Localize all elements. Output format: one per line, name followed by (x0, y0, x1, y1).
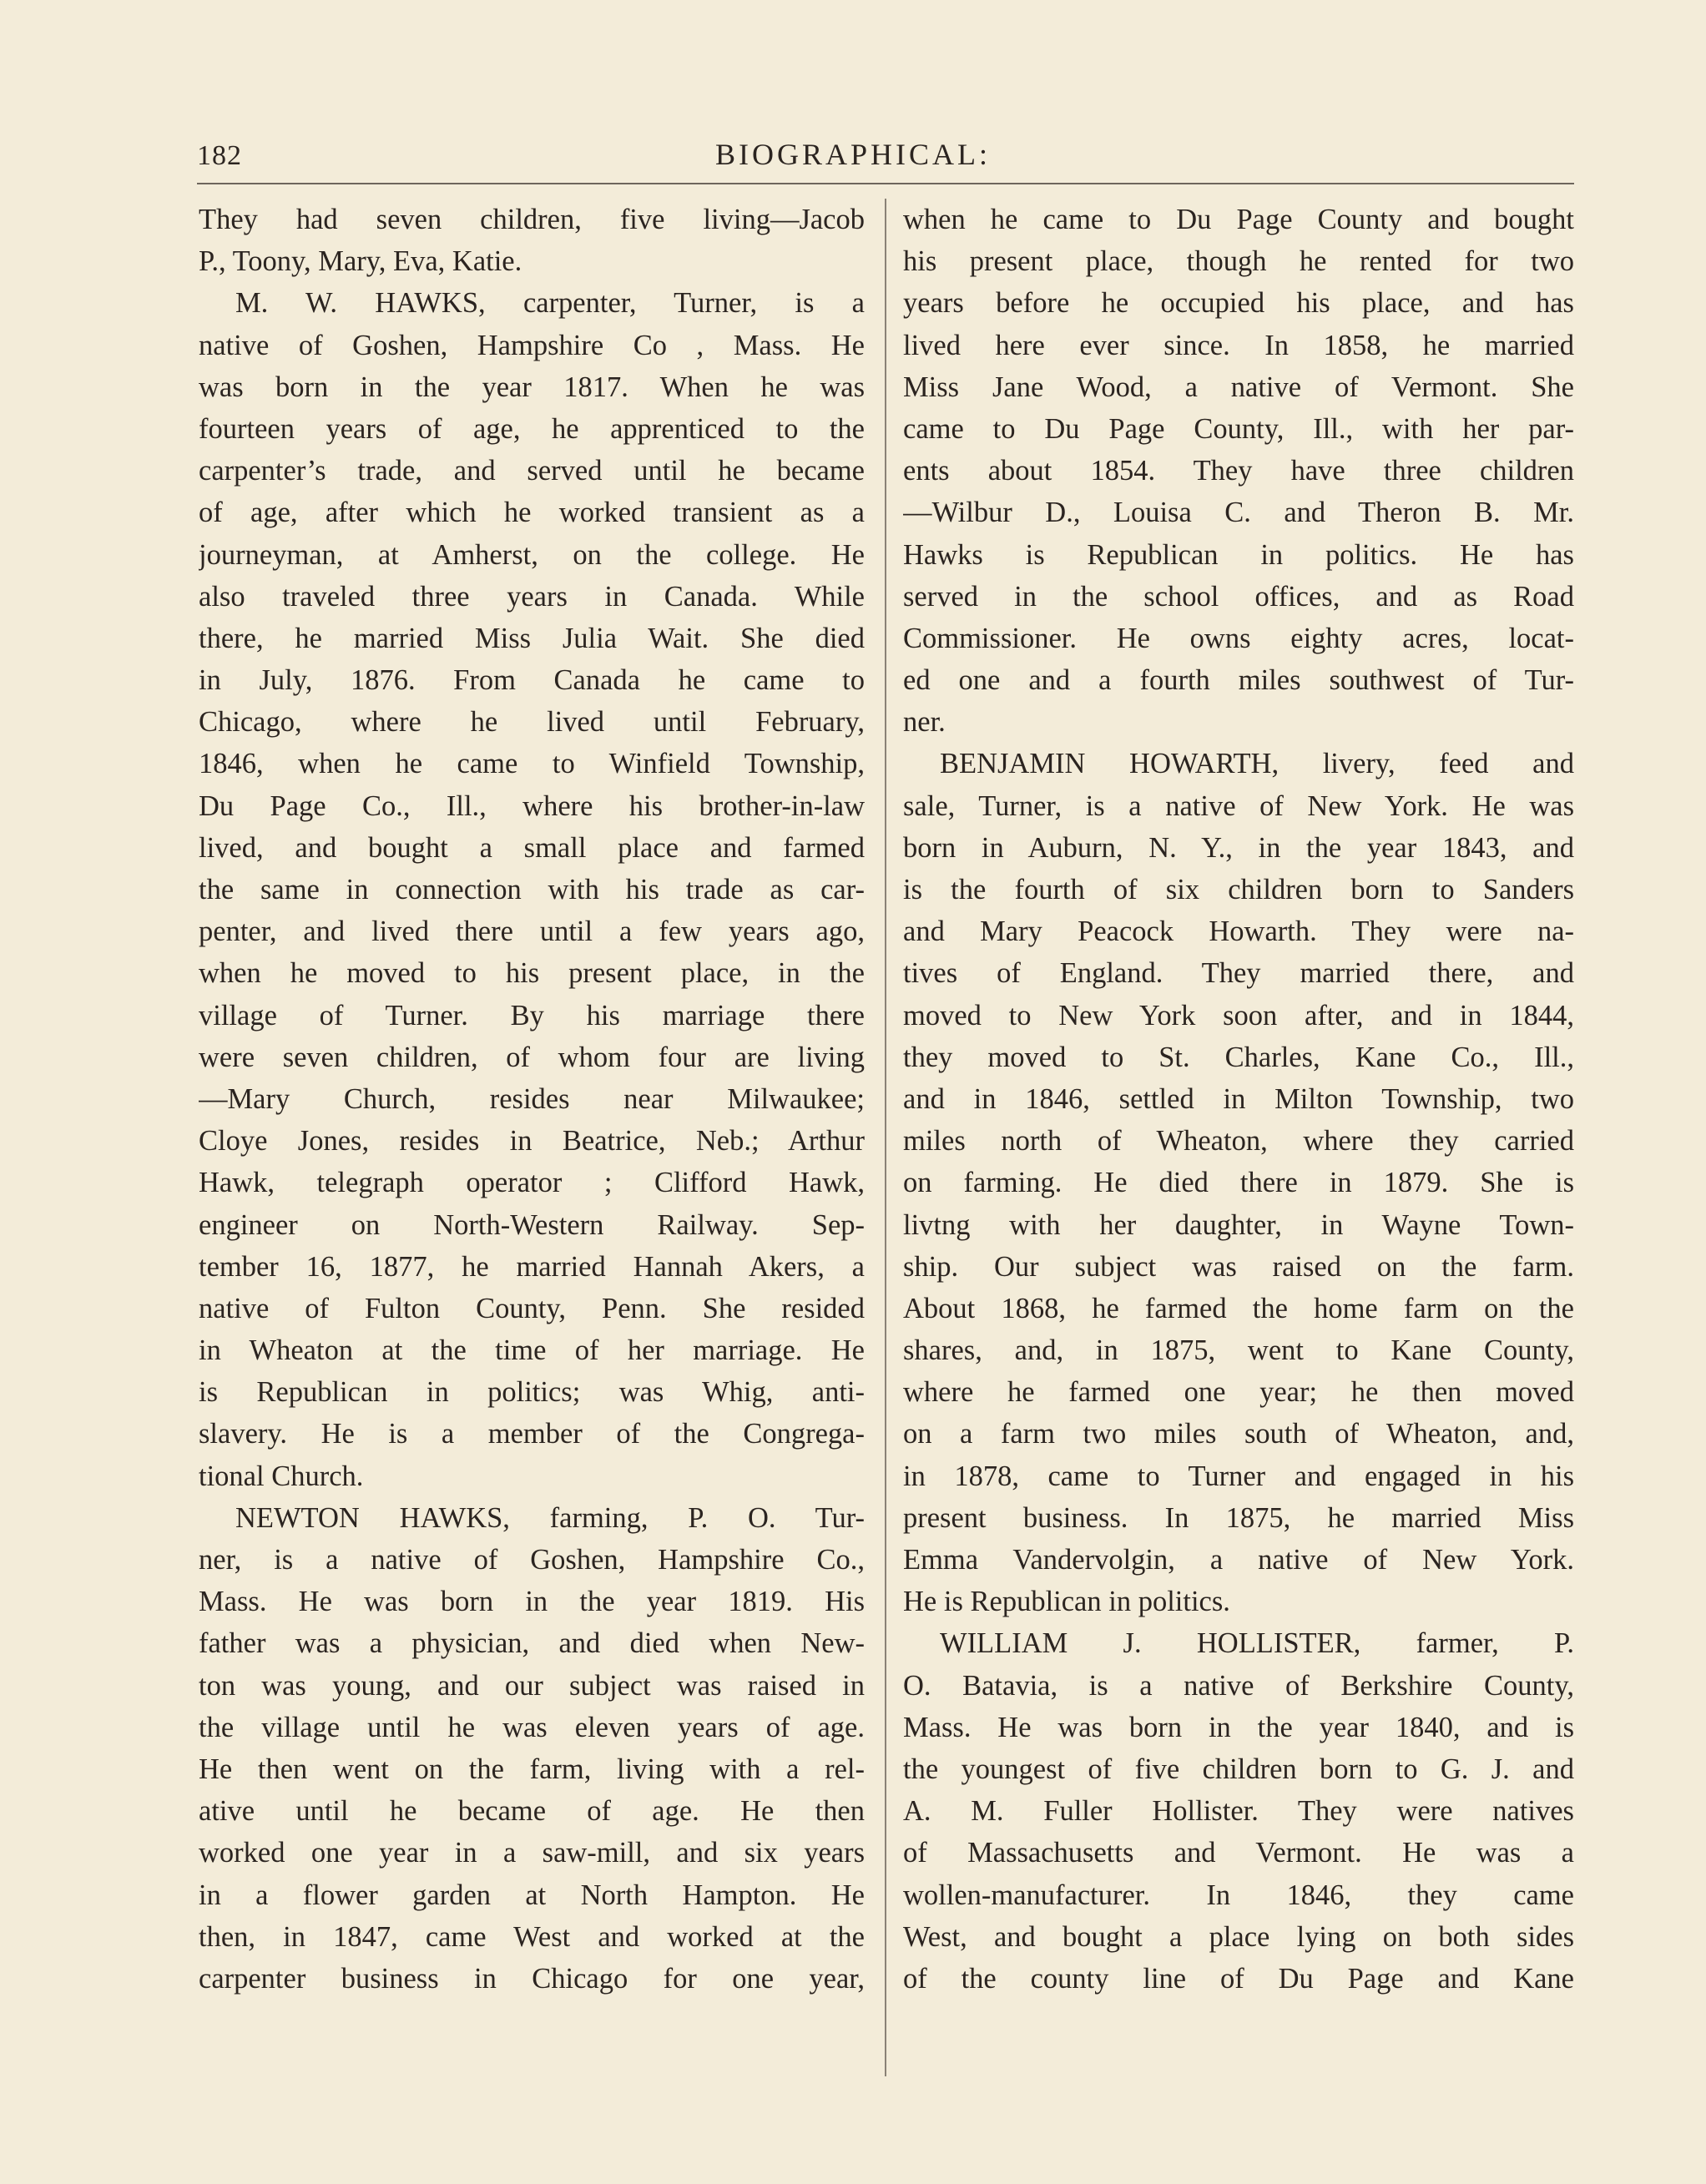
text-line: slavery. He is a member of the Congrega- (199, 1418, 865, 1450)
text-line: ship. Our subject was raised on the farm. (903, 1250, 1574, 1283)
text-line: He then went on the farm, living with a rel- (199, 1753, 865, 1785)
text-line: in a flower garden at North Hampton. He (199, 1879, 865, 1911)
text-line: carpenter business in Chicago for one year, (199, 1962, 865, 1995)
text-line: village of Turner. By his marriage there (199, 999, 865, 1031)
text-line: they moved to St. Charles, Kane Co., Ill., (903, 1041, 1574, 1073)
text-line: when he moved to his present place, in the (199, 957, 865, 990)
text-line: penter, and lived there until a few years ago, (199, 915, 865, 948)
text-line: born in Auburn, N. Y., in the year 1843, and (903, 831, 1574, 864)
text-line: then, in 1847, came West and worked at the (199, 1920, 865, 1953)
text-line: P., Toony, Mary, Eva, Katie. (199, 245, 522, 278)
text-line: ative until he became of age. He then (199, 1795, 865, 1828)
text-line: —Wilbur D., Louisa C. and Theron B. Mr. (903, 497, 1574, 529)
text-line: O. Batavia, is a native of Berkshire County, (903, 1669, 1574, 1702)
text-line: tember 16, 1877, he married Hannah Akers, a (199, 1250, 865, 1283)
text-line: tives of England. They married there, and (903, 957, 1574, 990)
text-line: where he farmed one year; he then moved (903, 1376, 1574, 1409)
text-line: He is Republican in politics. (903, 1586, 1230, 1618)
text-line: of the county line of Du Page and Kane (903, 1962, 1574, 1995)
text-line: Mass. He was born in the year 1840, and is (903, 1711, 1574, 1743)
text-line: WILLIAM J. HOLLISTER, farmer, P. (940, 1627, 1574, 1660)
text-line: engineer on North-Western Railway. Sep- (199, 1208, 865, 1241)
text-line: of Massachusetts and Vermont. He was a (903, 1837, 1574, 1869)
text-line: About 1868, he farmed the home farm on the (903, 1292, 1574, 1324)
text-line: sale, Turner, is a native of New York. He was (903, 789, 1574, 822)
text-line: West, and bought a place lying on both sides (903, 1920, 1574, 1953)
text-line: Chicago, where he lived until February, (199, 706, 865, 739)
text-line: —Mary Church, resides near Milwaukee; (199, 1082, 865, 1115)
column-divider (885, 199, 886, 2076)
text-line: They had seven children, five living—Jacob (199, 204, 865, 235)
text-line: carpenter’s trade, and served until he became (199, 455, 865, 487)
text-line: 1846, when he came to Winfield Township, (199, 748, 865, 780)
header-rule (197, 183, 1574, 184)
text-line: Mass. He was born in the year 1819. His (199, 1586, 865, 1618)
text-line: in Wheaton at the time of her marriage. He (199, 1334, 865, 1367)
text-line: is Republican in politics; was Whig, anti- (199, 1376, 865, 1409)
text-line: the youngest of five children born to G. J. and (903, 1753, 1574, 1785)
text-line: in 1878, came to Turner and engaged in his (903, 1460, 1574, 1492)
text-line: and in 1846, settled in Milton Township, two (903, 1082, 1574, 1115)
text-line: in July, 1876. From Canada he came to (199, 664, 865, 697)
text-line: NEWTON HAWKS, farming, P. O. Tur- (235, 1501, 865, 1534)
text-line: on a farm two miles south of Wheaton, and, (903, 1418, 1574, 1450)
text-line: Hawks is Republican in politics. He has (903, 538, 1574, 571)
page-number: 182 (197, 140, 242, 171)
text-line: came to Du Page County, Ill., with her par- (903, 412, 1574, 445)
left-column (199, 199, 865, 2000)
text-line: miles north of Wheaton, where they carried (903, 1125, 1574, 1158)
text-line: native of Goshen, Hampshire Co , Mass. He (199, 329, 865, 361)
text-line: M. W. HAWKS, carpenter, Turner, is a (235, 287, 865, 320)
text-line: present business. In 1875, he married Miss (903, 1501, 1574, 1534)
text-line: the same in connection with his trade as car- (199, 874, 865, 905)
text-line: served in the school offices, and as Road (903, 580, 1574, 613)
text-line: A. M. Fuller Hollister. They were natives (903, 1795, 1574, 1828)
text-line: of age, after which he worked transient as a (199, 497, 865, 529)
running-head: BIOGRAPHICAL: (714, 138, 991, 171)
text-line: was born in the year 1817. When he was (199, 371, 865, 403)
text-line: livtng with her daughter, in Wayne Town- (903, 1208, 1574, 1241)
text-line: also traveled three years in Canada. While (199, 580, 865, 613)
text-line: ner. (903, 706, 946, 739)
text-line: Commissioner. He owns eighty acres, locat- (903, 622, 1574, 654)
text-line: tional Church. (199, 1460, 364, 1492)
text-line: years before he occupied his place, and has (903, 287, 1574, 320)
text-line: Du Page Co., Ill., where his brother-in-law (199, 789, 865, 822)
text-line: wollen-manufacturer. In 1846, they came (903, 1879, 1574, 1911)
text-line: the village until he was eleven years of age. (199, 1711, 865, 1743)
text-line: there, he married Miss Julia Wait. She died (199, 622, 865, 654)
text-line: his present place, though he rented for two (903, 245, 1574, 278)
text-line: worked one year in a saw-mill, and six years (199, 1837, 865, 1869)
text-line: ton was young, and our subject was raised in (199, 1669, 865, 1702)
text-line: ed one and a fourth miles southwest of Tur- (903, 664, 1574, 697)
text-line: journeyman, at Amherst, on the college. He (199, 538, 865, 571)
text-line: Cloye Jones, resides in Beatrice, Neb.; Arthur (199, 1125, 865, 1158)
text-line: and Mary Peacock Howarth. They were na- (903, 915, 1574, 948)
text-line: BENJAMIN HOWARTH, livery, feed and (940, 748, 1574, 780)
text-line: Hawk, telegraph operator ; Clifford Hawk, (199, 1167, 865, 1199)
right-column (903, 199, 1574, 2000)
text-line: shares, and, in 1875, went to Kane County, (903, 1334, 1574, 1367)
text-line: fourteen years of age, he apprenticed to the (199, 412, 865, 445)
text-line: is the fourth of six children born to Sanders (903, 874, 1574, 905)
text-line: moved to New York soon after, and in 1844, (903, 999, 1574, 1031)
text-line: Emma Vandervolgin, a native of New York. (903, 1544, 1574, 1576)
text-line: native of Fulton County, Penn. She resided (199, 1292, 865, 1324)
text-line: father was a physician, and died when New- (199, 1627, 865, 1660)
text-line: on farming. He died there in 1879. She is (903, 1167, 1574, 1199)
text-line: lived, and bought a small place and farmed (199, 831, 865, 864)
text-line: when he came to Du Page County and bought (903, 204, 1574, 235)
text-line: ents about 1854. They have three children (903, 455, 1574, 487)
text-line: were seven children, of whom four are living (199, 1041, 865, 1073)
text-line: Miss Jane Wood, a native of Vermont. She (903, 371, 1574, 403)
text-line: ner, is a native of Goshen, Hampshire Co., (199, 1544, 865, 1576)
text-line: lived here ever since. In 1858, he married (903, 329, 1574, 361)
